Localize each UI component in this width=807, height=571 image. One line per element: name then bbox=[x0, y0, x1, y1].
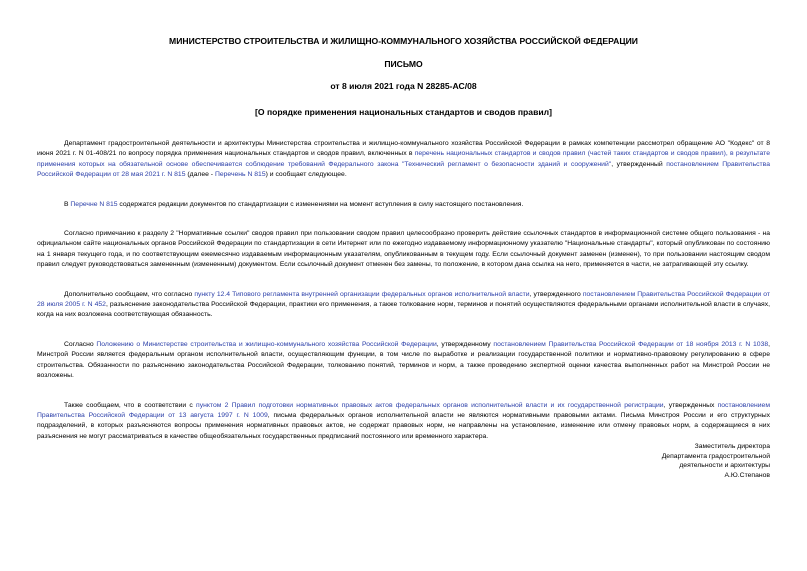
paragraph-text: Также сообщаем, что в соответствии с bbox=[64, 401, 197, 409]
document-body bbox=[37, 30, 770, 442]
paragraph-text: , письма федеральных органов исполнительной власти не являются нормативными правовыми актами. Письма Минстроя России и его структурных подразделений, в которых разъясняются вопросы применения нормативных правовых актов, не содержат правовых норм, не направлены на установление, изменение или отмену правовых норм, а содержащиеся в них разъяснения не могут рассматриваться в качестве общеобязательных государственных предписаний постоянного или временного характера. bbox=[37, 411, 770, 440]
paragraph-text: Департамент градостроительной деятельности и архитектуры Министерства строительства и жилищно-коммунального хозяйства Российской Федерации в рамках компетенции рассмотрел обращение АО "Кодекс" от 8 июня 2021 г. N 01-408/21 по вопросу порядка применения национальных стандартов и сводов правил, включенных в bbox=[37, 140, 770, 158]
signature-block bbox=[662, 442, 770, 480]
link-pravila-podgotovki[interactable]: пунктом 2 Правил подготовки нормативных правовых актов федеральных органов исполнительной власти и их государственной регистрации bbox=[196, 401, 664, 409]
link-postanovlenie-452[interactable]: постановлением Правительства Российской Федерации от 28 июля 2005 г. N 452 bbox=[37, 290, 770, 309]
paragraph-5 bbox=[37, 340, 770, 382]
paragraph-text: , утвержденного bbox=[529, 290, 583, 298]
signature-position: Заместитель директора bbox=[694, 443, 770, 450]
paragraph-6 bbox=[37, 401, 770, 443]
ministry-title: МИНИСТЕРСТВО СТРОИТЕЛЬСТВА И ЖИЛИЩНО-КОММУНАЛЬНОГО ХОЗЯЙСТВА РОССИЙСКОЙ ФЕДЕРАЦИИ bbox=[169, 36, 638, 46]
link-perechen-815[interactable]: Перечень N 815 bbox=[214, 171, 266, 179]
paragraph-text: Дополнительно сообщаем, что согласно bbox=[64, 290, 195, 298]
paragraph-text: (далее - bbox=[185, 171, 215, 179]
paragraph-text: ) и сообщает следующее. bbox=[265, 171, 347, 179]
paragraph-text: , Минстрой России является федеральным органом исполнительной власти, осуществляющим функции, в том числе по выработке и реализации государственной политики и нормативно-правовому регулированию в сфере строительства. Обязанности по разъяснению законодательства Российской Федерации, толкованию понятий, терминов и норм, а также проведению экспертной оценки качества выполненных работ на Минстрой России не возложены. bbox=[37, 340, 771, 380]
link-tipovoy-reglament[interactable]: пункту 12.4 Типового регламента внутренней организации федеральных органов исполнительной власти bbox=[194, 290, 530, 298]
link-postanovlenie-1009[interactable]: постановлением Правительства Российской Федерации от 13 августа 1997 г. N 1009 bbox=[37, 401, 771, 419]
link-polozhenie-minstroy[interactable]: Положению о Министерстве строительства и жилищно-коммунального хозяйства Российской Федерации bbox=[96, 340, 437, 348]
paragraph-text: Согласно bbox=[64, 340, 97, 348]
link-postanovlenie-815[interactable]: постановлением Правительства Российской Федерации от 28 мая 2021 г. N 815 bbox=[37, 160, 770, 179]
paragraph-1 bbox=[37, 139, 770, 181]
paragraph-text: , утвержденный bbox=[611, 160, 667, 168]
signature-department: Департамента градостроительной bbox=[661, 452, 770, 460]
signature-department-cont: деятельности и архитектуры bbox=[679, 462, 770, 470]
paragraph-2 bbox=[37, 200, 770, 210]
paragraph-text: В bbox=[64, 200, 71, 208]
document-type: ПИСЬМО bbox=[384, 59, 423, 69]
link-perechen-standartov[interactable]: перечень национальных стандартов и сводов правил (частей таких стандартов и сводов правил), в результате применения которых на обязательной основе обеспечивается соблюдение требований Федерального закона "Технический регламент о безопасности зданий и сооружений" bbox=[37, 150, 770, 168]
document-subject: [О порядке применения национальных стандартов и сводов правил] bbox=[255, 107, 552, 117]
paragraph-text: , утвержденному bbox=[436, 340, 494, 348]
paragraph-text: , утвержденных bbox=[663, 401, 718, 409]
document-date-number: от 8 июля 2021 года N 28285-АС/08 bbox=[330, 81, 477, 91]
link-perechen-815[interactable]: Перечне N 815 bbox=[70, 200, 118, 208]
paragraph-text: содержатся редакции документов по стандартизации с изменениями на момент вступления в силу настоящего постановления. bbox=[117, 200, 524, 208]
paragraph-text: Согласно примечанию к разделу 2 "Нормативные ссылки" сводов правил при пользовании сводом правил целесообразно проверить действие ссылочных стандартов в информационной системе общего пользования - на официальном сайте национальных органов Российской Федерации по стандартизации в сети Интернет или по ежегодно издаваемому информационному указателю "Национальные стандарты", который опубликован по состоянию на 1 января текущего года, и по соответствующим ежемесячно издаваемым информационным указателям, опубликованным в текущем году. Если ссылочный документ заменен (изменен), то при пользовании настоящим сводом правил следует руководствоваться замененным (измененным) документом. Если ссылочный документ отменен без замены, то положение, в котором дана ссылка на него, применяется в части, не затрагивающей эту ссылку. bbox=[37, 230, 770, 269]
signature-name: А.Ю.Степанов bbox=[724, 471, 770, 479]
paragraph-3 bbox=[37, 229, 770, 271]
paragraph-4 bbox=[37, 290, 770, 321]
link-postanovlenie-1038[interactable]: постановлением Правительства Российской Федерации от 18 ноября 2013 г. N 1038 bbox=[493, 340, 769, 348]
paragraph-text: , разъяснение законодательства Российской Федерации, практики его применения, а также толкование норм, терминов и понятий осуществляются федеральными органами исполнительной власти в случаях, когда на них возложена соответствующая обязанность. bbox=[37, 301, 770, 319]
